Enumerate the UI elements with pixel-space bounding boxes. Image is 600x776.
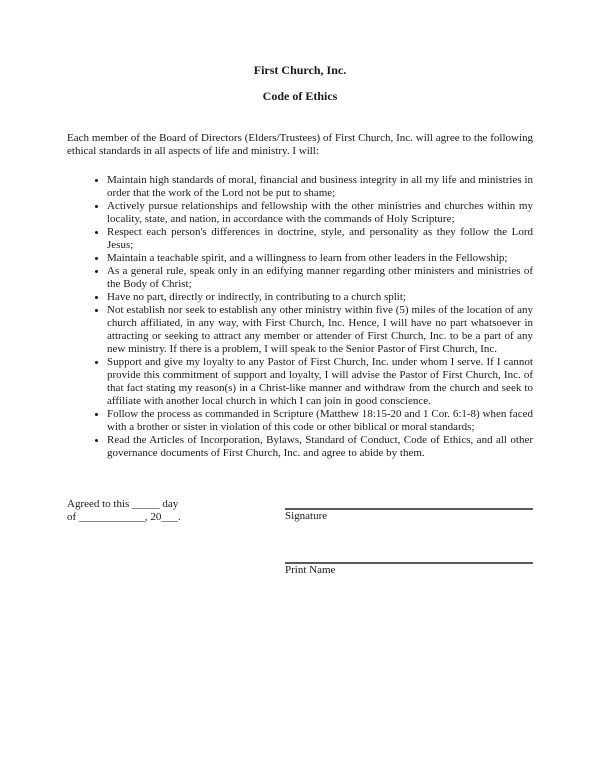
print-name-label: Print Name	[285, 564, 336, 576]
list-item: • Not establish nor seek to establish any other ministry within five (5) miles of the location of any church affiliated, in any way, with First Church, Inc. Hence, I will have no part whatsoever in attracting or seeking to attract any member or attender of First Church, Inc. to be a part of any new ministry. If there is a problem, I will speak to the Senior Pastor of First Church, Inc.	[107, 304, 533, 356]
list-item: • Read the Articles of Incorporation, Bylaws, Standard of Conduct, Code of Ethics, and all other governance documents of First Church, Inc. and agree to abide by them.	[107, 434, 533, 460]
agreed-date-line2: of ____________, 20___.	[67, 511, 181, 523]
signature-label: Signature	[285, 510, 328, 522]
list-item: • Support and give my loyalty to any Pastor of First Church, Inc. under whom I serve. If I cannot provide this commitment of support and loyalty, I will advise the Pastor of First Church, Inc. of that fact stating my reason(s) in a Christ-like manner and withdraw from the church and seek to affiliate with another local church in which I can join in good conscience.	[107, 356, 533, 408]
intro-paragraph: Each member of the Board of Directors (Elders/Trustees) of First Church, Inc. will agree to the following ethical standards in all aspects of life and ministry. I will:	[67, 132, 533, 157]
list-item: • Maintain high standards of moral, financial and business integrity in all my life and ministries in order that the work of the Lord not be put to shame;	[107, 174, 533, 200]
document-subtitle: Code of Ethics	[262, 89, 338, 103]
signature-block	[285, 508, 533, 523]
ethics-list	[67, 174, 533, 460]
list-item: • Maintain a teachable spirit, and a willingness to learn from other leaders in the Fellowship;	[107, 252, 533, 265]
list-item: • Respect each person's differences in doctrine, style, and personality as they follow the Lord Jesus;	[107, 226, 533, 252]
signature-column	[285, 498, 533, 577]
list-item: • Follow the process as commanded in Scripture (Matthew 18:15-20 and 1 Cor. 6:1-8) when faced with a brother or sister in violation of this code or other biblical or moral standards;	[107, 408, 533, 434]
list-item: • As a general rule, speak only in an edifying manner regarding other ministers and ministries of the Body of Christ;	[107, 265, 533, 291]
print-name-block	[285, 562, 533, 577]
signature-section	[67, 498, 533, 577]
list-item: • Have no part, directly or indirectly, in contributing to a church split;	[107, 291, 533, 304]
list-item: • Actively pursue relationships and fellowship with the other ministries and churches within my locality, state, and nation, in accordance with the commands of Holy Scripture;	[107, 200, 533, 226]
agreed-date-line1: Agreed to this _____ day	[67, 498, 179, 510]
agreed-date-block	[67, 498, 277, 577]
document-title: First Church, Inc.	[253, 63, 347, 77]
